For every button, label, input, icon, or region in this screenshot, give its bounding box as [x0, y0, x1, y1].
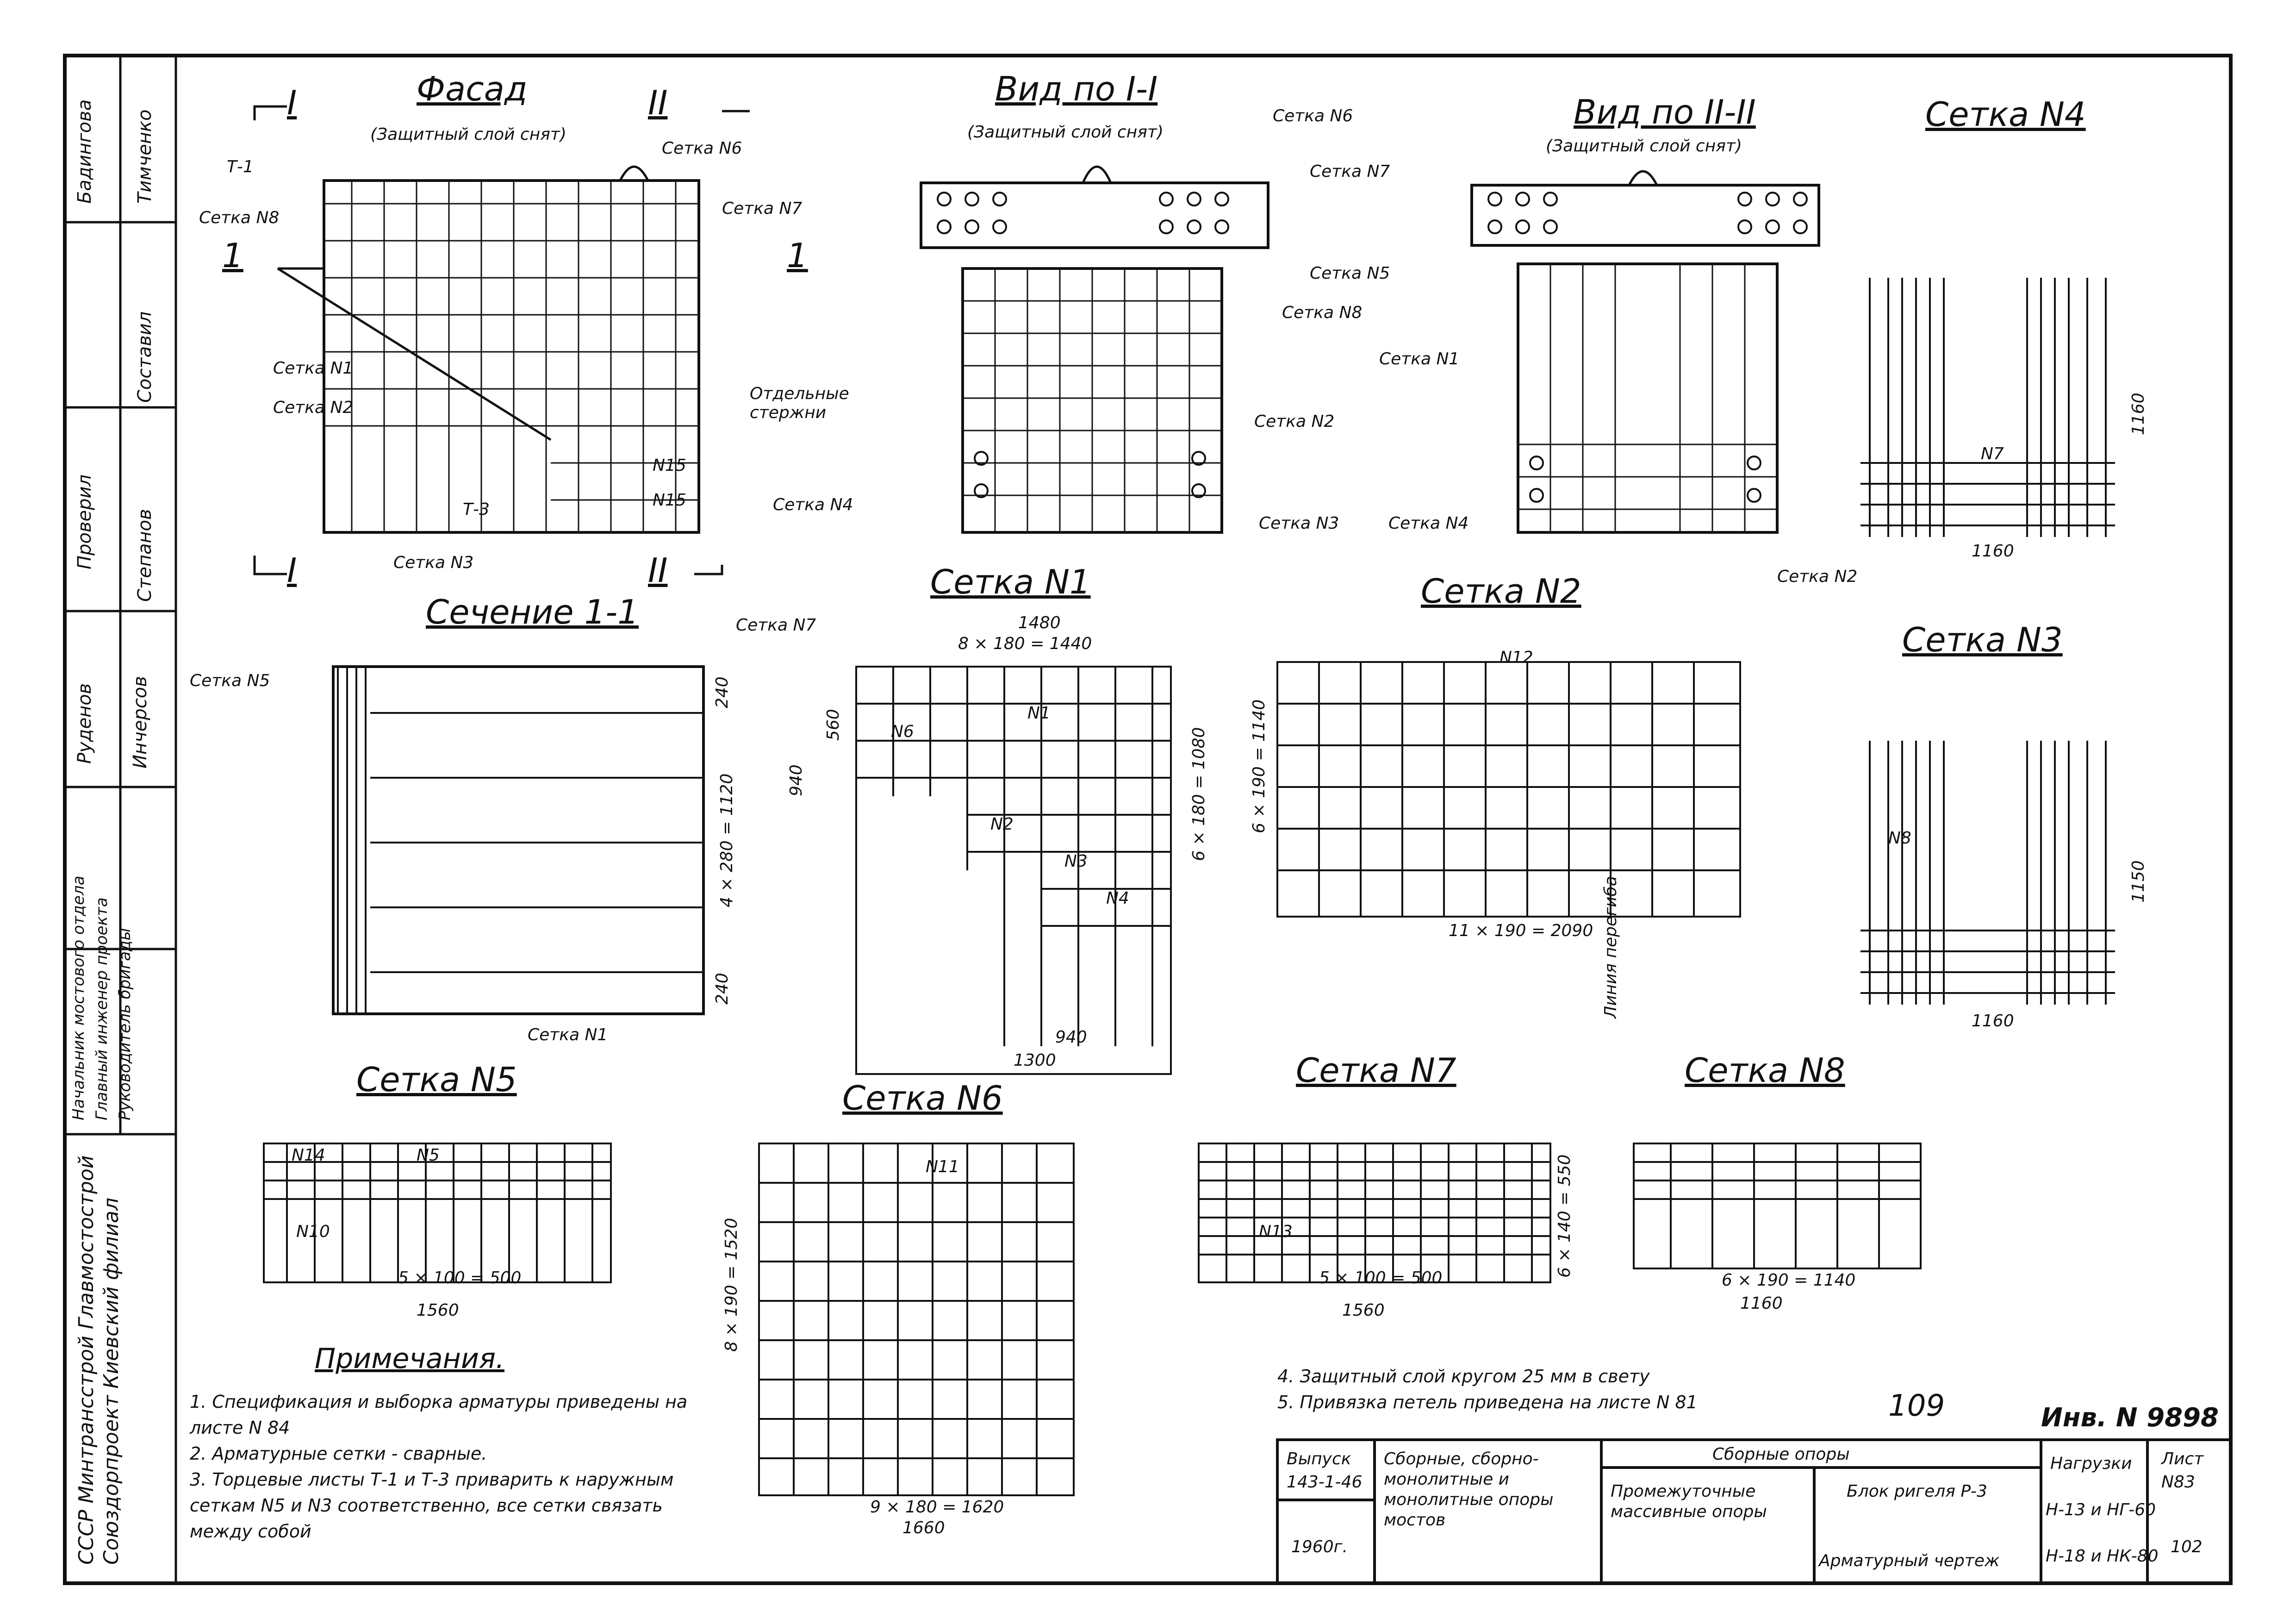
callout-n15-b: N15	[653, 491, 686, 510]
bar-label-n7: N7	[1981, 444, 2004, 463]
tb-supports: Промежуточные массивные опоры	[1611, 1482, 1767, 1521]
dim-m1-top2: 8 × 180 = 1440	[958, 634, 1092, 653]
mesh-n8-title: Сетка N8	[1685, 1051, 1845, 1090]
facade-title: Фасад	[417, 69, 528, 108]
dim-m6-left: 8 × 190 = 1520	[722, 1218, 741, 1352]
callout-separate-bars: Отдельные стержни	[750, 384, 849, 422]
bar-label-n12: N12	[1500, 648, 1533, 667]
bar-label-n14: N14	[292, 1146, 325, 1165]
callout-mesh-n4-view: Сетка N4	[1388, 514, 1469, 533]
tb-drawing: Арматурный чертеж	[1819, 1551, 2000, 1570]
callout-mesh-n7-section: Сетка N7	[736, 616, 816, 635]
side-stamp-role-3: Руководитель бригады	[116, 928, 134, 1120]
page-number: 109	[1888, 1389, 1945, 1423]
side-stamp-name-4: Проверил	[74, 474, 95, 569]
notes-heading: Примечания.	[315, 1343, 504, 1375]
side-stamp-name-3: Составил	[134, 311, 156, 403]
mesh-n8-drawing	[1634, 1143, 1921, 1268]
dim-m4-bottom: 1160	[1972, 542, 2014, 561]
dim-m1-1300: 1300	[1014, 1051, 1056, 1070]
cut-mark-I-bottom: I	[287, 551, 297, 590]
mesh-n7-title: Сетка N7	[1296, 1051, 1456, 1090]
dim-m5-bottom: 1560	[417, 1301, 459, 1320]
inventory-number: Инв. N 9898	[2041, 1403, 2219, 1433]
side-stamp-name-7: Тимченко	[134, 109, 156, 204]
bar-label-n6: N6	[891, 722, 914, 741]
dim-m6-total: 1660	[902, 1518, 945, 1537]
cut-mark-II-bottom: II	[648, 551, 668, 590]
dim-m8-bottom: 6 × 190 = 1140	[1722, 1271, 1856, 1290]
callout-mesh-n8: Сетка N8	[199, 208, 280, 227]
tb-issue-label: Выпуск	[1287, 1449, 1351, 1468]
tb-block: Блок ригеля Р-3	[1847, 1482, 1987, 1501]
bar-label-n8: N8	[1888, 829, 1911, 848]
dim-m1-right: 6 × 180 = 1080	[1189, 727, 1208, 861]
notes-left	[190, 1389, 699, 1544]
view1-subtitle: (Защитный слой снят)	[967, 123, 1164, 142]
cut-mark-1-left: 1	[222, 236, 243, 275]
cut-mark-1-right: 1	[787, 236, 808, 275]
mesh-n6-title: Сетка N6	[842, 1079, 1003, 1118]
dim-section-left: 4 × 280 = 1120	[717, 773, 736, 907]
view1-title: Вид по I-I	[995, 69, 1158, 108]
side-stamp-name-2: Степанов	[134, 509, 156, 602]
dim-m6-bottom: 9 × 180 = 1620	[870, 1498, 1004, 1517]
dim-m2-left: 6 × 190 = 1140	[1250, 699, 1269, 833]
mesh-n6-drawing	[759, 1143, 1074, 1495]
note-2: 2. Арматурные сетки - сварные.	[190, 1443, 487, 1464]
mesh-n4-title: Сетка N4	[1925, 95, 2086, 134]
bar-label-n4: N4	[1106, 889, 1129, 908]
side-stamp-name-6: Бадингова	[74, 99, 95, 204]
dim-m7-mid: 5 × 100 = 500	[1319, 1268, 1443, 1287]
side-stamp-name-5: Руденов	[74, 683, 95, 764]
tb-loads-1: Н-13 и НГ-60	[2046, 1500, 2156, 1519]
callout-t1: Т-1	[227, 157, 254, 176]
dim-m1-bottom: 940	[1055, 1028, 1087, 1047]
tb-loads-2: Н-18 и НК-80	[2046, 1547, 2159, 1566]
callout-mesh-n4-facade: Сетка N4	[773, 495, 853, 514]
tb-loads-label: Нагрузки	[2050, 1454, 2132, 1473]
note-3: 3. Торцевые листы Т-1 и Т-3 приварить к наружным сеткам N5 и N3 соответственно, все сетки связать между собой	[190, 1469, 674, 1542]
callout-mesh-n1-facade: Сетка N1	[273, 359, 354, 378]
view1-drawing	[921, 167, 1268, 532]
mesh-n4-drawing	[1860, 278, 2115, 537]
note-5: 5. Привязка петель приведена на листе N 81	[1277, 1392, 1698, 1412]
side-stamp-name-1: Инчерсов	[130, 676, 151, 768]
callout-t3: Т-3	[463, 500, 490, 519]
tb-sheet-label: Лист	[2161, 1449, 2204, 1468]
view2-title: Вид по II-II	[1574, 93, 1756, 131]
callout-mesh-n1-section: Сетка N1	[528, 1025, 608, 1044]
callout-mesh-n5-view: Сетка N5	[1310, 264, 1390, 283]
bar-label-n5: N5	[417, 1146, 440, 1165]
bar-label-n11: N11	[926, 1157, 959, 1176]
mesh-n1-title: Сетка N1	[930, 562, 1091, 601]
callout-mesh-n8-view: Сетка N8	[1282, 303, 1363, 322]
tb-sheet-no: N83	[2161, 1473, 2195, 1492]
side-stamp-role-1: Начальник мостового отдела	[69, 875, 88, 1120]
callout-mesh-n3-view: Сетка N3	[1259, 514, 1339, 533]
section-title: Сечение 1-1	[426, 593, 639, 631]
callout-mesh-n5-section: Сетка N5	[190, 671, 270, 690]
dim-section-top: 240	[713, 676, 732, 708]
tb-group: Сборные опоры	[1712, 1445, 1850, 1464]
notes-right	[1277, 1363, 1833, 1415]
bar-label-n3: N3	[1064, 852, 1088, 871]
section-drawing	[333, 667, 703, 1014]
dim-m3-bottom: 1160	[1972, 1012, 2014, 1031]
side-stamp-org: СССР Минтрансстрой Главмостострой Союздорпроект Киевский филиал	[75, 1155, 123, 1565]
dim-m1-560: 560	[824, 709, 843, 741]
dim-m7-bottom: 1560	[1342, 1301, 1385, 1320]
view2-subtitle: (Защитный слой снят)	[1546, 137, 1742, 156]
callout-mesh-n3-facade: Сетка N3	[393, 553, 474, 572]
dim-m5-mid: 5 × 100 = 500	[398, 1268, 522, 1287]
bar-label-n2: N2	[990, 815, 1014, 834]
mesh-n3-title: Сетка N3	[1902, 620, 2063, 659]
note-4: 4. Защитный слой кругом 25 мм в свету	[1277, 1366, 1650, 1387]
dim-m1-left: 940	[787, 764, 806, 796]
tb-year: 1960г.	[1291, 1537, 1348, 1556]
dim-m3-right: 1150	[2129, 860, 2148, 903]
cut-mark-I-top: I	[287, 83, 297, 122]
tb-sheet-no2: 102	[2171, 1537, 2203, 1556]
dim-section-bottom: 240	[713, 973, 732, 1005]
mesh-n7-drawing	[1199, 1143, 1550, 1282]
dim-m7-right: 6 × 140 = 550	[1555, 1154, 1574, 1278]
note-1: 1. Спецификация и выборка арматуры приведены на листе N 84	[190, 1392, 688, 1438]
mesh-n3-drawing	[1860, 741, 2115, 1005]
dim-m1-top: 1480	[1018, 613, 1061, 632]
dim-m8-total: 1160	[1740, 1294, 1783, 1313]
callout-mesh-n7-facade: Сетка N7	[722, 199, 803, 218]
callout-mesh-n7-view: Сетка N7	[1310, 162, 1390, 181]
callout-mesh-n2-view2: Сетка N2	[1777, 567, 1858, 586]
mesh-n5-title: Сетка N5	[356, 1060, 517, 1099]
dim-m4-right: 1160	[2129, 393, 2148, 435]
bar-label-n13: N13	[1259, 1222, 1293, 1241]
callout-n15-a: N15	[653, 456, 686, 475]
bar-label-n10: N10	[296, 1222, 330, 1241]
callout-line-break: Линия перегиба	[1601, 876, 1620, 1018]
mesh-n2-drawing	[1277, 662, 1740, 917]
callout-mesh-n6-view: Сетка N6	[1273, 106, 1353, 125]
mesh-n2-title: Сетка N2	[1421, 572, 1581, 611]
callout-mesh-n1-view: Сетка N1	[1379, 350, 1460, 369]
cut-mark-II-top: II	[648, 83, 668, 122]
tb-issue-value: 143-1-46	[1287, 1473, 1363, 1492]
dim-m2-bottom: 11 × 190 = 2090	[1449, 921, 1593, 940]
tb-series: Сборные, сборно-монолитные и монолитные опоры мостов	[1384, 1449, 1554, 1530]
side-stamp-role-2: Главный инженер проекта	[93, 897, 111, 1120]
facade-subtitle: (Защитный слой снят)	[370, 125, 566, 144]
callout-mesh-n2-facade: Сетка N2	[273, 398, 354, 417]
callout-mesh-n2-view: Сетка N2	[1254, 412, 1335, 431]
view2-drawing	[1472, 171, 1819, 532]
bar-label-n1: N1	[1027, 704, 1051, 723]
callout-mesh-n6-facade: Сетка N6	[662, 139, 742, 158]
